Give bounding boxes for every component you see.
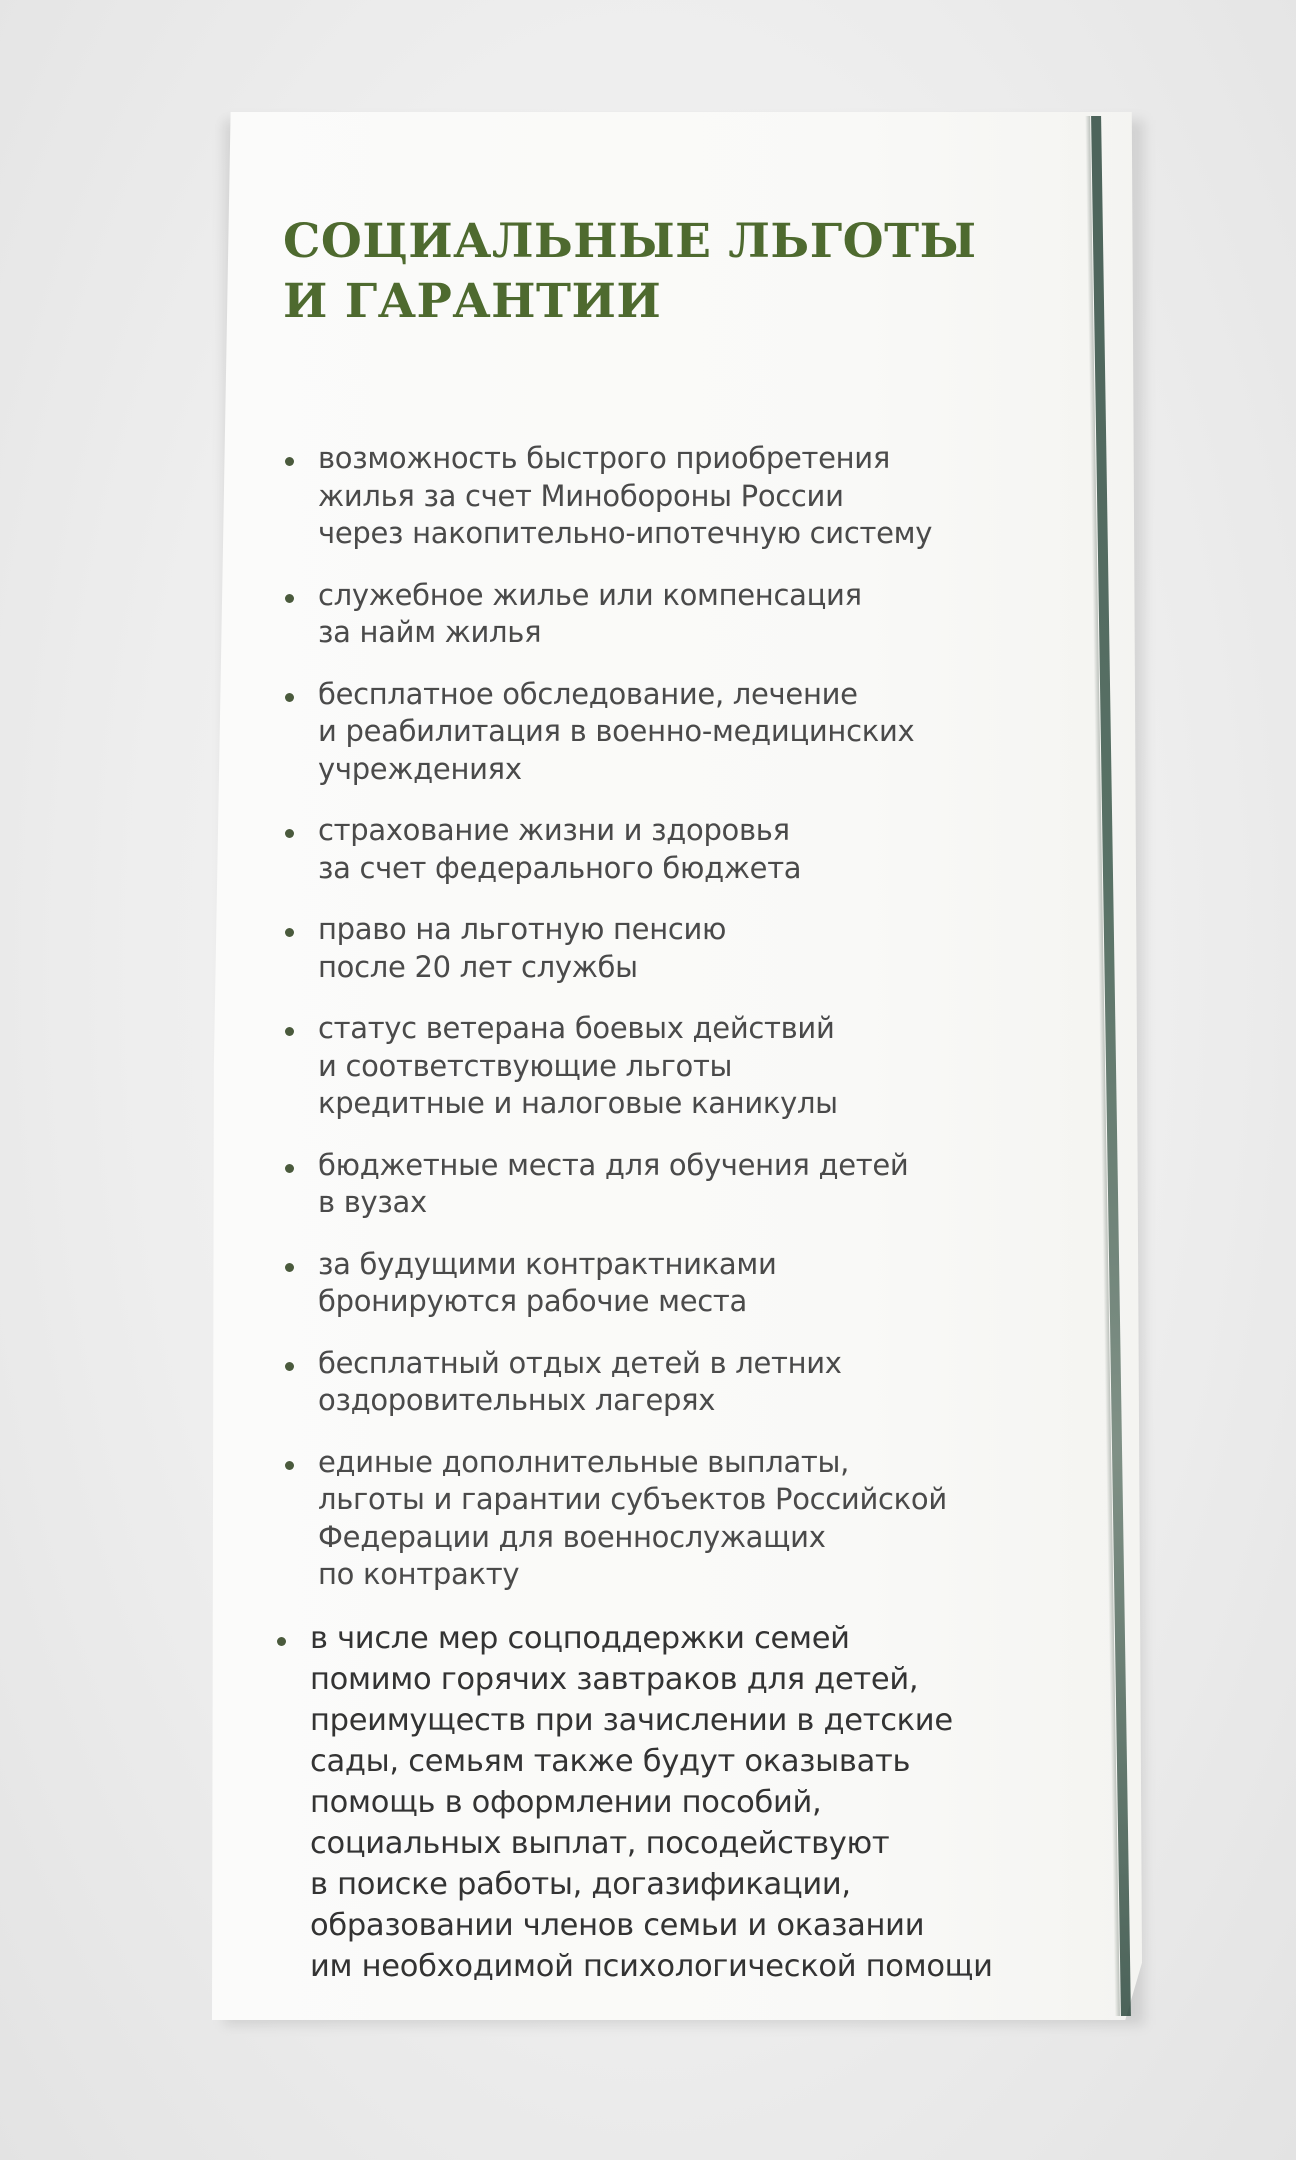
benefit-item: [283, 812, 1043, 887]
benefit-line: бюджетные места для обучения детей: [318, 1147, 909, 1182]
benefit-item: [283, 1010, 1043, 1123]
bullet-dot-icon: [285, 1164, 294, 1173]
benefit-line: бесплатный отдых детей в летних: [318, 1345, 842, 1380]
bullet-dot-icon: [277, 1637, 286, 1646]
benefit-item: [283, 440, 1043, 553]
benefit-line: и реабилитация в военно-медицинских: [318, 714, 915, 748]
bullet-dot-icon: [285, 1362, 294, 1371]
bullet-dot-icon: [285, 829, 294, 838]
benefit-line: Федерации для военнослужащих: [318, 1519, 826, 1554]
benefits-list: [283, 440, 1043, 1987]
benefit-line: социальных выплат, посодействуют: [310, 1825, 890, 1861]
benefit-line: возможность быстрого приобретения: [318, 441, 890, 475]
title-line: И ГАРАНТИИ: [283, 274, 662, 329]
benefit-line: бронируются рабочие места: [318, 1284, 748, 1318]
benefit-item: [283, 1147, 1043, 1222]
benefit-line: за найм жилья: [318, 615, 542, 649]
benefit-item: [275, 1618, 1043, 1987]
leaflet-content: [283, 212, 1043, 1984]
bullet-dot-icon: [285, 594, 294, 603]
benefit-line: образовании членов семьи и оказании: [310, 1907, 925, 1943]
title-line: СОЦИАЛЬНЫЕ ЛЬГОТЫ: [283, 214, 977, 269]
benefit-line: после 20 лет службы: [318, 949, 638, 984]
benefit-line: за будущими контрактниками: [318, 1246, 777, 1281]
benefit-item: [283, 577, 1043, 652]
benefit-line: единые дополнительные выплаты,: [318, 1444, 850, 1479]
benefit-line: в поиске работы, догазификации,: [310, 1866, 851, 1902]
benefit-line: оздоровительных лагерях: [318, 1383, 716, 1417]
bullet-dot-icon: [285, 928, 294, 937]
benefit-line: учреждениях: [318, 751, 522, 786]
benefit-item: [283, 1444, 1043, 1594]
benefit-line: право на льготную пенсию: [318, 912, 727, 946]
benefit-line: помимо горячих завтраков для детей,: [310, 1661, 919, 1697]
bullet-dot-icon: [285, 693, 294, 702]
benefit-line: через накопительно-ипотечную систему: [318, 516, 933, 550]
benefit-item: [283, 1246, 1043, 1321]
benefit-line: и соответствующие льготы: [318, 1048, 733, 1083]
leaflet-title: [283, 212, 1043, 332]
benefit-line: в вузах: [318, 1185, 427, 1219]
benefit-line: за счет федерального бюджета: [318, 850, 802, 885]
benefit-line: преимуществ при зачислении в детские: [310, 1702, 953, 1738]
benefit-line: страхование жизни и здоровья: [318, 813, 790, 847]
benefit-line: бесплатное обследование, лечение: [318, 676, 858, 711]
bullet-dot-icon: [285, 1461, 294, 1470]
bullet-dot-icon: [285, 1027, 294, 1036]
benefit-line: льготы и гарантии субъектов Российской: [318, 1482, 947, 1516]
benefit-line: жилья за счет Минобороны России: [318, 478, 844, 513]
benefit-line: помощь в оформлении пособий,: [310, 1784, 822, 1820]
benefit-line: им необходимой психологической помощи: [310, 1948, 993, 1984]
benefit-line: служебное жилье или компенсация: [318, 577, 862, 612]
benefit-line: статус ветерана боевых действий: [318, 1011, 835, 1045]
benefit-item: [283, 1345, 1043, 1420]
benefit-line: кредитные и налоговые каникулы: [318, 1086, 838, 1120]
benefit-item: [283, 911, 1043, 986]
benefit-line: сады, семьям также будут оказывать: [310, 1743, 911, 1779]
benefit-item: [283, 676, 1043, 789]
benefit-line: в числе мер соцподдержки семей: [310, 1620, 850, 1656]
benefit-line: по контракту: [318, 1557, 520, 1591]
bullet-dot-icon: [285, 457, 294, 466]
bullet-dot-icon: [285, 1263, 294, 1272]
